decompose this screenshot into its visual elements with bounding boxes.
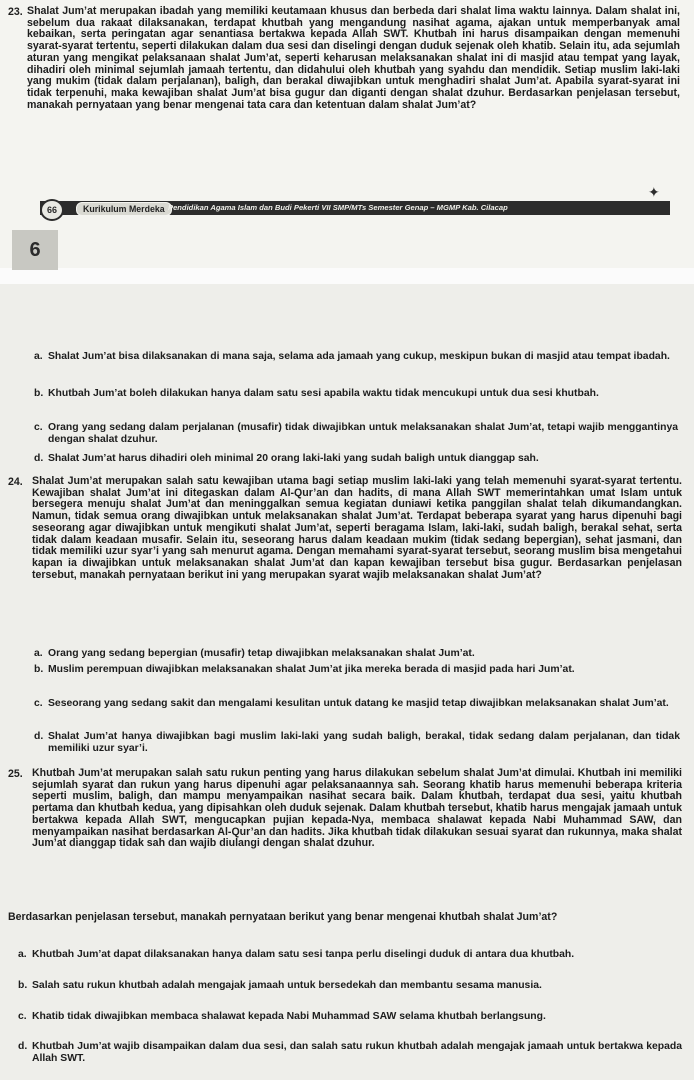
q24-option-c-text: Seseorang yang sedang sakit dan mengalami kesulitan untuk datang ke masjid tetap diwajibkan melaksanakan shalat Jum’at.: [48, 698, 669, 709]
page-number: 6: [12, 230, 58, 270]
q23-option-a-text: Shalat Jum’at bisa dilaksanakan di mana saja, selama ada jamaah yang cukup, meskipun bukan di masjid atau tempat ibadah.: [48, 351, 670, 362]
q23-option-c-letter: c.: [34, 422, 43, 433]
q25-option-b-text: Salah satu rukun khutbah adalah mengajak jamaah untuk bersedekah dan membantu sesama manusia.: [32, 980, 542, 991]
q24-body-text: Shalat Jum’at merupakan salah satu kewajiban utama bagi setiap muslim laki-laki yang telah memenuhi syarat-syarat tertentu. Kewajiban shalat Jum’at ini ditegaskan dalam Al-Qur’an dan hadits, di mana Allah SWT memerintahkan umat Islam untuk bersegera menuju shalat Jum’at dan meninggalkan semua kegiatan duniawi ketika panggilan shalat telah dikumandangkan. Namun, tidak semua orang diwajibkan untuk melaksanakan shalat Jum’at. Terdapat beberapa syarat yang harus dipenuhi bagi seseorang agar diwajibkan untuk mengikuti shalat Jum’at, seperti beragama Islam, laki-laki, sudah baligh, berakal sehat, serta tidak dalam keadaan musafir. Selain itu, seseorang harus dalam keadaan mukim (tidak sedang bepergian), sehat jasmani, dan tidak memiliki uzur syar’i yang sah menurut agama. Dengan memahami syarat-syarat tersebut, seorang muslim bisa mengetahui kapan ia diwajibkan untuk melaksanakan shalat Jum’at dan kapan kewajiban tersebut bisa gugur. Berdasarkan penjelasan tersebut, manakah pernyataan berikut ini yang merupakan syarat wajib melaksanakan shalat Jum’at?: [32, 475, 682, 581]
q25-option-d-text: Khutbah Jum’at wajib disampaikan dalam dua sesi, dan salah satu rukun khutbah adalah mengajak jamaah untuk bertakwa kepada Allah SWT.: [32, 1041, 682, 1064]
q24-number: 24.: [8, 476, 23, 488]
sparkle-icon: ✦: [648, 184, 660, 200]
q24-body: [32, 476, 682, 581]
q23-number: 23.: [8, 6, 23, 18]
page-gap: [0, 268, 694, 284]
q25-question-text: Berdasarkan penjelasan tersebut, manakah pernyataan berikut yang benar mengenai khutbah shalat Jum’at?: [8, 911, 558, 923]
q23-option-c-text: Orang yang sedang dalam perjalanan (musafir) tidak diwajibkan untuk melaksanakan shalat Jum’at, tetapi wajib menggantinya dengan shalat dzuhur.: [48, 422, 678, 445]
q23-option-d-letter: d.: [34, 453, 44, 464]
q25-option-a-letter: a.: [18, 949, 27, 960]
q25-option-c-text: Khatib tidak diwajibkan membaca shalawat kepada Nabi Muhammad SAW selama khutbah berlangsung.: [32, 1011, 546, 1022]
q25-option-a-text: Khutbah Jum’at dapat dilaksanakan hanya dalam satu sesi tanpa perlu diselingi duduk di antara dua khutbah.: [32, 949, 575, 960]
q24-option-b-text: Muslim perempuan diwajibkan melaksanakan shalat Jum’at jika mereka berada di masjid pada hari Jum’at.: [48, 664, 575, 675]
q23-option-b-text: Khutbah Jum’at boleh dilakukan hanya dalam satu sesi apabila waktu tidak mencukupi untuk dua sesi khutbah.: [48, 388, 599, 399]
q23-option-d-text: Shalat Jum’at harus dihadiri oleh minimal 20 orang laki-laki yang sudah baligh untuk dianggap sah.: [48, 453, 539, 464]
q23-body-text: Shalat Jum’at merupakan ibadah yang memiliki keutamaan khusus dan berbeda dari shalat lima waktu lainnya. Dalam shalat ini, sebelum dua rakaat dilaksanakan, terdapat khutbah yang mengandung nasihat agama, ajakan untuk memperbanyak amal kebaikan, serta peringatan agar senantiasa bertakwa kepada Allah SWT. Khutbah ini harus disampaikan dengan memenuhi syarat-syarat tertentu, seperti dilakukan dalam dua sesi dan diselingi dengan duduk sejenak oleh khatib. Selain itu, ada sejumlah aturan yang mengikat pelaksanaan shalat Jum’at, seperti keharusan melaksanakan shalat ini di masjid atau tempat yang layak, dihadiri oleh minimal sejumlah jamaah tertentu, dan didahului oleh khutbah yang syahdu dan mendidik. Setiap muslim laki-laki yang mukim (tidak dalam perjalanan), baligh, dan berakal diwajibkan untuk menghadiri shalat Jum’at. Apabila syarat-syarat ini tidak terpenuhi, maka kewajiban shalat Jum’at bisa gugur dan diganti dengan shalat dzuhur. Berdasarkan penjelasan tersebut, manakah pernyataan yang benar mengenai tata cara dan ketentuan dalam shalat Jum’at?: [27, 5, 680, 111]
q24-option-a-text: Orang yang sedang bepergian (musafir) tetap diwajibkan melaksanakan shalat Jum’at.: [48, 648, 475, 659]
q24-option-d-text: Shalat Jum’at hanya diwajibkan bagi muslim laki-laki yang sudah baligh, berakal, tidak sedang dalam perjalanan, dan tidak memiliki uzur syar’i.: [48, 731, 680, 754]
book-title: Pendidikan Agama Islam dan Budi Pekerti VII SMP/MTs Semester Genap – MGMP Kab. Cilacap: [168, 203, 508, 212]
q25-body-text: Khutbah Jum’at merupakan salah satu rukun penting yang harus dilakukan sebelum shalat Jum’at dimulai. Khutbah ini memiliki sejumlah syarat dan rukun yang harus dipenuhi agar pelaksanaannya sah. Seorang khatib harus memenuhi beberapa kriteria seperti muslim, baligh, dan mampu menyampaikan nasihat secara baik. Dalam khutbah, terdapat dua sesi, yaitu khutbah pertama dan khutbah kedua, yang dipisahkan oleh duduk sejenak. Dalam khutbah tersebut, khatib harus mengajak jamaah untuk bertakwa kepada Allah SWT, mengucapkan pujian kepada-Nya, membaca shalawat kepada Nabi Muhammad SAW, dan menyampaikan nasihat berdasarkan Al-Qur’an dan hadits. Jika khutbah tidak dilakukan sesuai syarat dan rukunnya, maka shalat Jum’at dianggap tidak sah dan wajib diulangi dengan shalat dzuhur.: [32, 767, 682, 850]
q24-option-b-letter: b.: [34, 664, 44, 675]
q24-option-c-letter: c.: [34, 698, 43, 709]
q25-question: [8, 912, 682, 924]
q25-body: [32, 768, 682, 850]
q25-option-c-letter: c.: [18, 1011, 27, 1022]
q23-option-b-letter: b.: [34, 388, 44, 399]
q23-body: [27, 6, 680, 111]
q25-option-d-letter: d.: [18, 1041, 28, 1052]
footer-page-badge: 66: [40, 199, 64, 221]
q23-option-a-letter: a.: [34, 351, 43, 362]
q24-option-d-letter: d.: [34, 731, 44, 742]
curriculum-tag: Kurikulum Merdeka: [76, 202, 172, 216]
q24-option-a-letter: a.: [34, 648, 43, 659]
q25-option-b-letter: b.: [18, 980, 28, 991]
q25-number: 25.: [8, 768, 23, 780]
